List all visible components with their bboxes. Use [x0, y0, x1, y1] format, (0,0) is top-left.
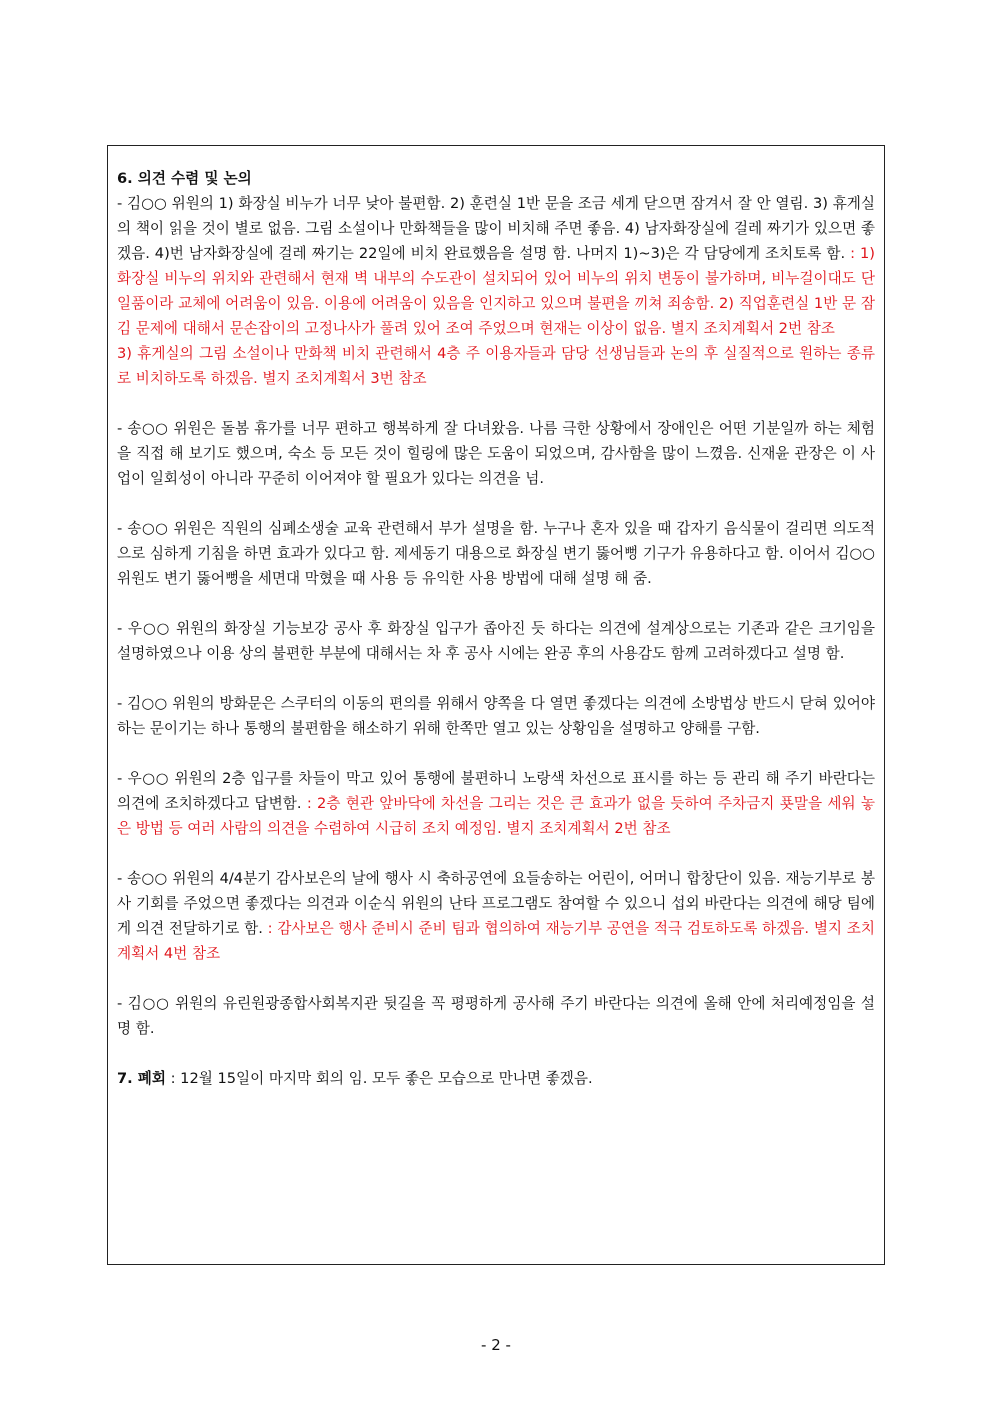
paragraph-gap: [117, 666, 875, 691]
paragraph-gap: [117, 591, 875, 616]
paragraph-gap: [117, 841, 875, 866]
opinion-item-7-response: : 감사보은 행사 준비시 준비 팀과 협의하여 재능기부 공연을 적극 검토하도록 하겠음. 별지 조치계획서 4번 참조: [117, 920, 876, 962]
section-6-heading: 6. 의견 수렴 및 논의: [117, 170, 252, 187]
opinion-item-5: - 김○○ 위원의 방화문은 스쿠터의 이동의 편의를 위해서 양쪽을 다 열면 좋겠다는 의견에 소방법상 반드시 닫혀 있어야 하는 문이기는 하나 통행의 불편함을 해소하기 위해 한쪽만 열고 있는 상황임을 설명하고 양해를 구함.: [117, 695, 875, 737]
opinion-item-1-response: : 1) 화장실 비누의 위치와 관련해서 현재 벽 내부의 수도관이 설치되어 있어 비누의 위치 변동이 불가하며, 비누걸이대도 단일품이라 교체에 어려움이 있음. 이용에 어려움이 있음을 인지하고 있으며 불편을 끼쳐 죄송함. 2) 직업훈련실 1반 문 잠김 문제에 대해서 문손잡이의 고정나사가 풀려 있어 조여 주었으며 현재는 이상이 없음. 별지 조치계획서 2번 참조: [117, 245, 875, 337]
paragraph-gap: [117, 741, 875, 766]
paragraph-gap: [117, 966, 875, 991]
opinion-item-7: [117, 866, 875, 966]
meeting-minutes-body: [117, 166, 875, 1091]
section-7: [117, 1066, 875, 1091]
section-7-heading: 7. 폐회: [117, 1070, 166, 1087]
opinion-item-4: - 우○○ 위원의 화장실 기능보강 공사 후 화장실 입구가 좁아진 듯 하다는 의견에 설계상으로는 기존과 같은 크기임을 설명하였으나 이용 상의 불편한 부분에 대해서는 차 후 공사 시에는 완공 후의 사용감도 함께 고려하겠다고 설명 함.: [117, 620, 875, 662]
paragraph-gap: [117, 1041, 875, 1066]
paragraph-gap: [117, 391, 875, 416]
opinion-item-1: [117, 191, 875, 341]
opinion-item-6-text: - 우○○ 위원의 2층 입구를 차들이 막고 있어 통행에 불편하니 노랑색 차선으로 표시를 하는 등 관리 해 주기 바란다는 의견에 조치하겠다고 답변함.: [117, 770, 875, 812]
opinion-item-2: - 송○○ 위원은 돌봄 휴가를 너무 편하고 행복하게 잘 다녀왔음. 나름 극한 상황에서 장애인은 어떤 기분일까 하는 체험을 직접 해 보기도 했으며, 숙소 등 모든 것이 힐링에 많은 도움이 되었으며, 감사함을 많이 느꼈음. 신재윤 관장은 이 사업이 일회성이 아니라 꾸준히 이어져야 할 필요가 있다는 의견을 넘.: [117, 420, 875, 487]
paragraph-gap: [117, 491, 875, 516]
opinion-item-3: - 송○○ 위원은 직원의 심폐소생술 교육 관련해서 부가 설명을 함. 누구나 혼자 있을 때 갑자기 음식물이 걸리면 의도적으로 심하게 기침을 하면 효과가 있다고 함. 제세동기 대용으로 화장실 변기 뚫어뻥 기구가 유용하다고 함. 이어서 김○○ 위원도 변기 뚫어뻥을 세면대 막혔을 때 사용 등 유익한 사용 방법에 대해 설명 해 줌.: [117, 520, 875, 587]
opinion-item-1-text: - 김○○ 위원의 1) 화장실 비누가 너무 낮아 불편함. 2) 훈련실 1반 문을 조금 세게 닫으면 잠겨서 잘 안 열림. 3) 휴게실의 책이 읽을 것이 별로 없음. 그림 소설이나 만화책들을 많이 비치해 주면 좋음. 4) 남자화장실에 걸레 짜기가 있으면 좋겠음. 4)번 남자화장실에 걸레 짜기는 22일에 비치 완료했음을 설명 함. 나머지 1)~3)은 각 담당에게 조치토록 함.: [117, 195, 875, 262]
section-7-text: : 12월 15일이 마지막 회의 임. 모두 좋은 모습으로 만나면 좋겠음.: [165, 1070, 593, 1087]
opinion-item-7-text: - 송○○ 위원의 4/4분기 감사보은의 날에 행사 시 축하공연에 요들송하는 어린이, 어머니 합창단이 있음. 재능기부로 봉사 기회를 주었으면 좋겠다는 의견과 이순식 위원의 난타 프로그램도 참여할 수 있으니 섭외 바란다는 의견에 해당 팀에게 의견 전달하기로 함.: [117, 870, 875, 937]
page-number: - 2 -: [481, 1336, 511, 1354]
opinion-item-6-response: : 2층 현관 앞바닥에 차선을 그리는 것은 큰 효과가 없을 듯하여 주차금지 푯말을 세워 놓은 방법 등 여러 사람의 의견을 수렴하여 시급히 조치 예정임. 별지 조치계획서 2번 참조: [117, 795, 875, 837]
opinion-item-6: [117, 766, 875, 841]
opinion-item-8: - 김○○ 위원의 유린원광종합사회복지관 뒷길을 꼭 평평하게 공사해 주기 바란다는 의견에 올해 안에 처리예정임을 설명 함.: [117, 995, 875, 1037]
opinion-item-1-response-continued: 3) 휴게실의 그림 소설이나 만화책 비치 관련해서 4층 주 이용자들과 담당 선생님들과 논의 후 실질적으로 원하는 종류로 비치하도록 하겠음. 별지 조치계획서 3번 참조: [117, 345, 875, 387]
